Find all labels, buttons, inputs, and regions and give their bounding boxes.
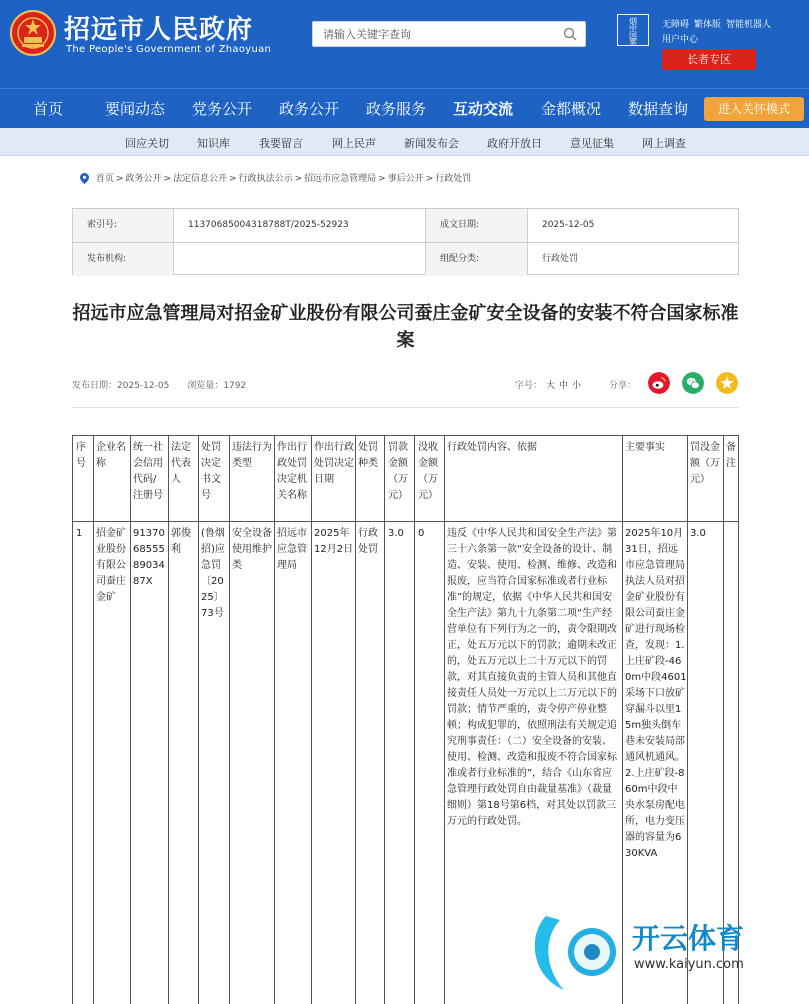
table-header-cell: 处罚种类: [358, 442, 378, 469]
table-cell-fine: 3.0: [388, 528, 404, 539]
breadcrumb-separator: >: [378, 174, 386, 184]
weibo-icon[interactable]: [648, 372, 670, 394]
index-value: 11370685004318788T/2025-52923: [188, 220, 349, 230]
search-box: [312, 21, 586, 47]
table-header-cell: 作出行政处罚决定机关名称: [277, 442, 307, 501]
watermark-brand: 开云体育: [632, 922, 745, 955]
column-divider: [355, 436, 356, 1004]
column-divider: [198, 436, 199, 1004]
breadcrumb-separator: >: [425, 174, 434, 184]
mini-logo-text: 国: [629, 31, 637, 40]
subnav-item[interactable]: 我要留言: [259, 137, 303, 150]
nav-item-data[interactable]: 数据查询: [628, 100, 689, 118]
location-pin-icon: [80, 173, 89, 184]
elder-zone-button[interactable]: 长者专区: [662, 49, 756, 70]
care-mode-button[interactable]: 进入关怀模式: [704, 97, 804, 121]
org-value: [174, 243, 425, 276]
nav-item-party[interactable]: 党务公开: [192, 100, 253, 118]
article-meta: [72, 378, 264, 391]
robot-link[interactable]: 智能机器人: [726, 20, 772, 30]
main-nav: [0, 88, 809, 128]
breadcrumb-separator: >: [163, 174, 171, 184]
breadcrumb: [80, 171, 471, 184]
breadcrumb-separator: >: [115, 174, 124, 184]
index-label: 索引号:: [73, 209, 173, 242]
breadcrumb-item[interactable]: 法定信息公开: [173, 174, 228, 184]
nav-item-overview[interactable]: 金都概况: [541, 100, 602, 118]
column-divider: [93, 436, 94, 1004]
wechat-icon[interactable]: [682, 372, 704, 394]
divider: [72, 407, 739, 408]
sub-nav: [0, 128, 809, 156]
subnav-item[interactable]: 政府开放日: [487, 137, 542, 150]
nav-item-gov-service[interactable]: 政务服务: [366, 100, 427, 118]
date-label: 成文日期:: [426, 209, 527, 242]
traditional-link[interactable]: 繁体版: [694, 20, 722, 30]
table-header-cell: 罚款金额（万元）: [388, 442, 408, 501]
font-size-control: [515, 378, 581, 391]
table-cell-decision-date: 2025年12月2日: [314, 528, 354, 555]
subnav-item[interactable]: 回应关切: [125, 137, 169, 150]
column-divider: [274, 436, 275, 1004]
table-header-cell: 法定代表人: [171, 442, 191, 485]
table-cell-violation-type: 安全设备使用维护类: [232, 528, 272, 571]
site-header: [0, 0, 809, 88]
breadcrumb-item[interactable]: 招远市应急管理局: [304, 174, 377, 184]
mini-logo-text: 雾: [629, 38, 637, 47]
table-header-cell: 统一社会信用代码/注册号: [133, 442, 163, 501]
watermark-url: www.kaiyun.com: [634, 957, 744, 972]
top-links: [662, 18, 802, 48]
table-header-cell: 违法行为类型: [232, 442, 272, 469]
table-header-cell: 罚没金额（万元）: [690, 442, 720, 485]
org-label: 发布机构:: [73, 243, 173, 276]
site-subtitle: The People's Government of Zhaoyuan: [66, 44, 272, 55]
column-divider: [311, 436, 312, 1004]
table-cell-company: 招金矿业股份有限公司蚕庄金矿: [96, 528, 126, 603]
page-title: 招远市应急管理局对招金矿业股份有限公司蚕庄金矿安全设备的安装不符合国家标准案: [72, 303, 739, 351]
subnav-item[interactable]: 知识库: [197, 137, 230, 150]
divider: [527, 209, 528, 274]
table-cell-basis: 违反《中华人民共和国安全生产法》第三十六条第一款“安全设备的设计、制造、安装、使用、检测、维修、改造和报废，应当符合国家标准或者行业标准”的规定，依据《中华人民共和国安全生产法》第九十九条第二项“生产经营单位有下列行为之一的，责令限期改正，处五万元以下的罚款；逾期未改正的，处五万元以上二十万元以下的罚款，对其直接负责的主管人员和其他直接责任人员处一万元以上二万元以下的罚款；情节严重的，责令停产停业整顿；构成犯罪的，依照刑法有关规定追究刑事责任：（二）安全设备的安装、使用、检测、改造和报废不符合国家标准或者行业标准的”，结合《山东省应急管理行政处罚自由裁量基准》（裁量细则）第18号第6档，对其处以罚款三万元的行政处罚。: [447, 528, 617, 827]
table-cell-total: 3.0: [690, 528, 706, 539]
breadcrumb-item[interactable]: 政务公开: [125, 174, 162, 184]
column-divider: [444, 436, 445, 1004]
subnav-item[interactable]: 意见征集: [570, 137, 614, 150]
divider: [425, 209, 426, 274]
accessibility-link[interactable]: 无障碍: [662, 20, 690, 30]
divider: [173, 209, 174, 274]
table-cell-index: 1: [76, 528, 83, 539]
mini-logo-icon[interactable]: [617, 14, 649, 46]
column-divider: [414, 436, 415, 1004]
nav-item-home[interactable]: 首页: [33, 100, 64, 118]
table-cell-facts: 2025年10月31日，招远市应急管理局执法人员对招金矿业股份有限公司蚕庄金矿进行现场检查，发现：1.上庄矿段-460m中段4601采场下口放矿穿漏斗以里15m独头倒车巷未安装局部通风机通风。2.上庄矿段-860m中段中央水泵房配电所，电力变压器的容量为630KVA: [625, 528, 687, 859]
row-divider: [73, 521, 738, 522]
nav-item-news[interactable]: 要闻动态: [105, 100, 166, 118]
column-divider: [130, 436, 131, 1004]
table-cell-penalty-type: 行政处罚: [358, 528, 378, 555]
breadcrumb-item[interactable]: 首页: [95, 174, 114, 184]
mini-logo-text: 烟: [629, 17, 637, 26]
breadcrumb-item[interactable]: 事后公开: [387, 174, 424, 184]
column-divider: [168, 436, 169, 1004]
font-size-medium[interactable]: 中: [559, 381, 569, 391]
breadcrumb-separator: >: [229, 174, 237, 184]
table-cell-decision-no: (鲁烟招)应急罚〔2025〕73号: [201, 528, 225, 619]
search-icon[interactable]: [563, 27, 577, 41]
subnav-item[interactable]: 网上调查: [642, 137, 686, 150]
table-header-cell: 企业名称: [96, 442, 126, 469]
table-header-cell: 主要事实: [625, 442, 665, 453]
publish-date: 发布日期：2025-12-05: [72, 381, 170, 391]
nav-item-gov-affairs[interactable]: 政务公开: [279, 100, 340, 118]
breadcrumb-separator: >: [294, 174, 303, 184]
column-divider: [384, 436, 385, 1004]
nav-item-interaction[interactable]: 互动交流: [453, 100, 514, 118]
font-size-large[interactable]: 大: [546, 381, 556, 391]
subnav-item[interactable]: 新闻发布会: [404, 137, 459, 150]
mini-logo-text: 中: [629, 24, 637, 33]
table-cell-legal-rep: 郭俊利: [171, 528, 191, 555]
date-value: 2025-12-05: [542, 220, 595, 230]
table-cell-credit-code: 91370685558903487X: [133, 528, 165, 587]
watermark-ball: [584, 944, 600, 960]
font-size-label: 字号：: [515, 381, 543, 391]
search-input[interactable]: [313, 22, 553, 46]
table-header-cell: 备注: [726, 442, 736, 469]
breadcrumb-item[interactable]: 行政执法公示: [238, 174, 293, 184]
column-divider: [229, 436, 230, 1004]
share-label: 分享：: [609, 381, 637, 391]
table-cell-confiscation: 0: [418, 528, 425, 539]
table-cell-authority: 招远市应急管理局: [277, 528, 307, 571]
table-header-cell: 作出行政处罚决定日期: [314, 442, 354, 485]
national-emblem-icon: [10, 10, 56, 56]
table-header-cell: 没收金额（万元）: [418, 442, 438, 501]
qzone-icon[interactable]: [716, 372, 738, 394]
table-header-cell: 序号: [76, 442, 86, 469]
view-count: 浏览量：1792: [187, 381, 247, 391]
table-header-cell: 行政处罚内容、依据: [447, 442, 537, 453]
category-label: 组配分类:: [426, 243, 527, 276]
user-center-link[interactable]: 用户中心: [662, 35, 699, 45]
document-info-table: [72, 208, 739, 275]
site-title[interactable]: 招远市人民政府: [64, 15, 254, 45]
table-header-cell: 处罚决定书文号: [201, 442, 221, 501]
breadcrumb-item[interactable]: 行政处罚: [435, 174, 472, 184]
font-size-small[interactable]: 小: [572, 381, 582, 391]
watermark-logo: [520, 900, 809, 1004]
watermark-swoosh: [535, 916, 564, 990]
subnav-item[interactable]: 网上民声: [332, 137, 376, 150]
category-value: 行政处罚: [542, 254, 579, 264]
